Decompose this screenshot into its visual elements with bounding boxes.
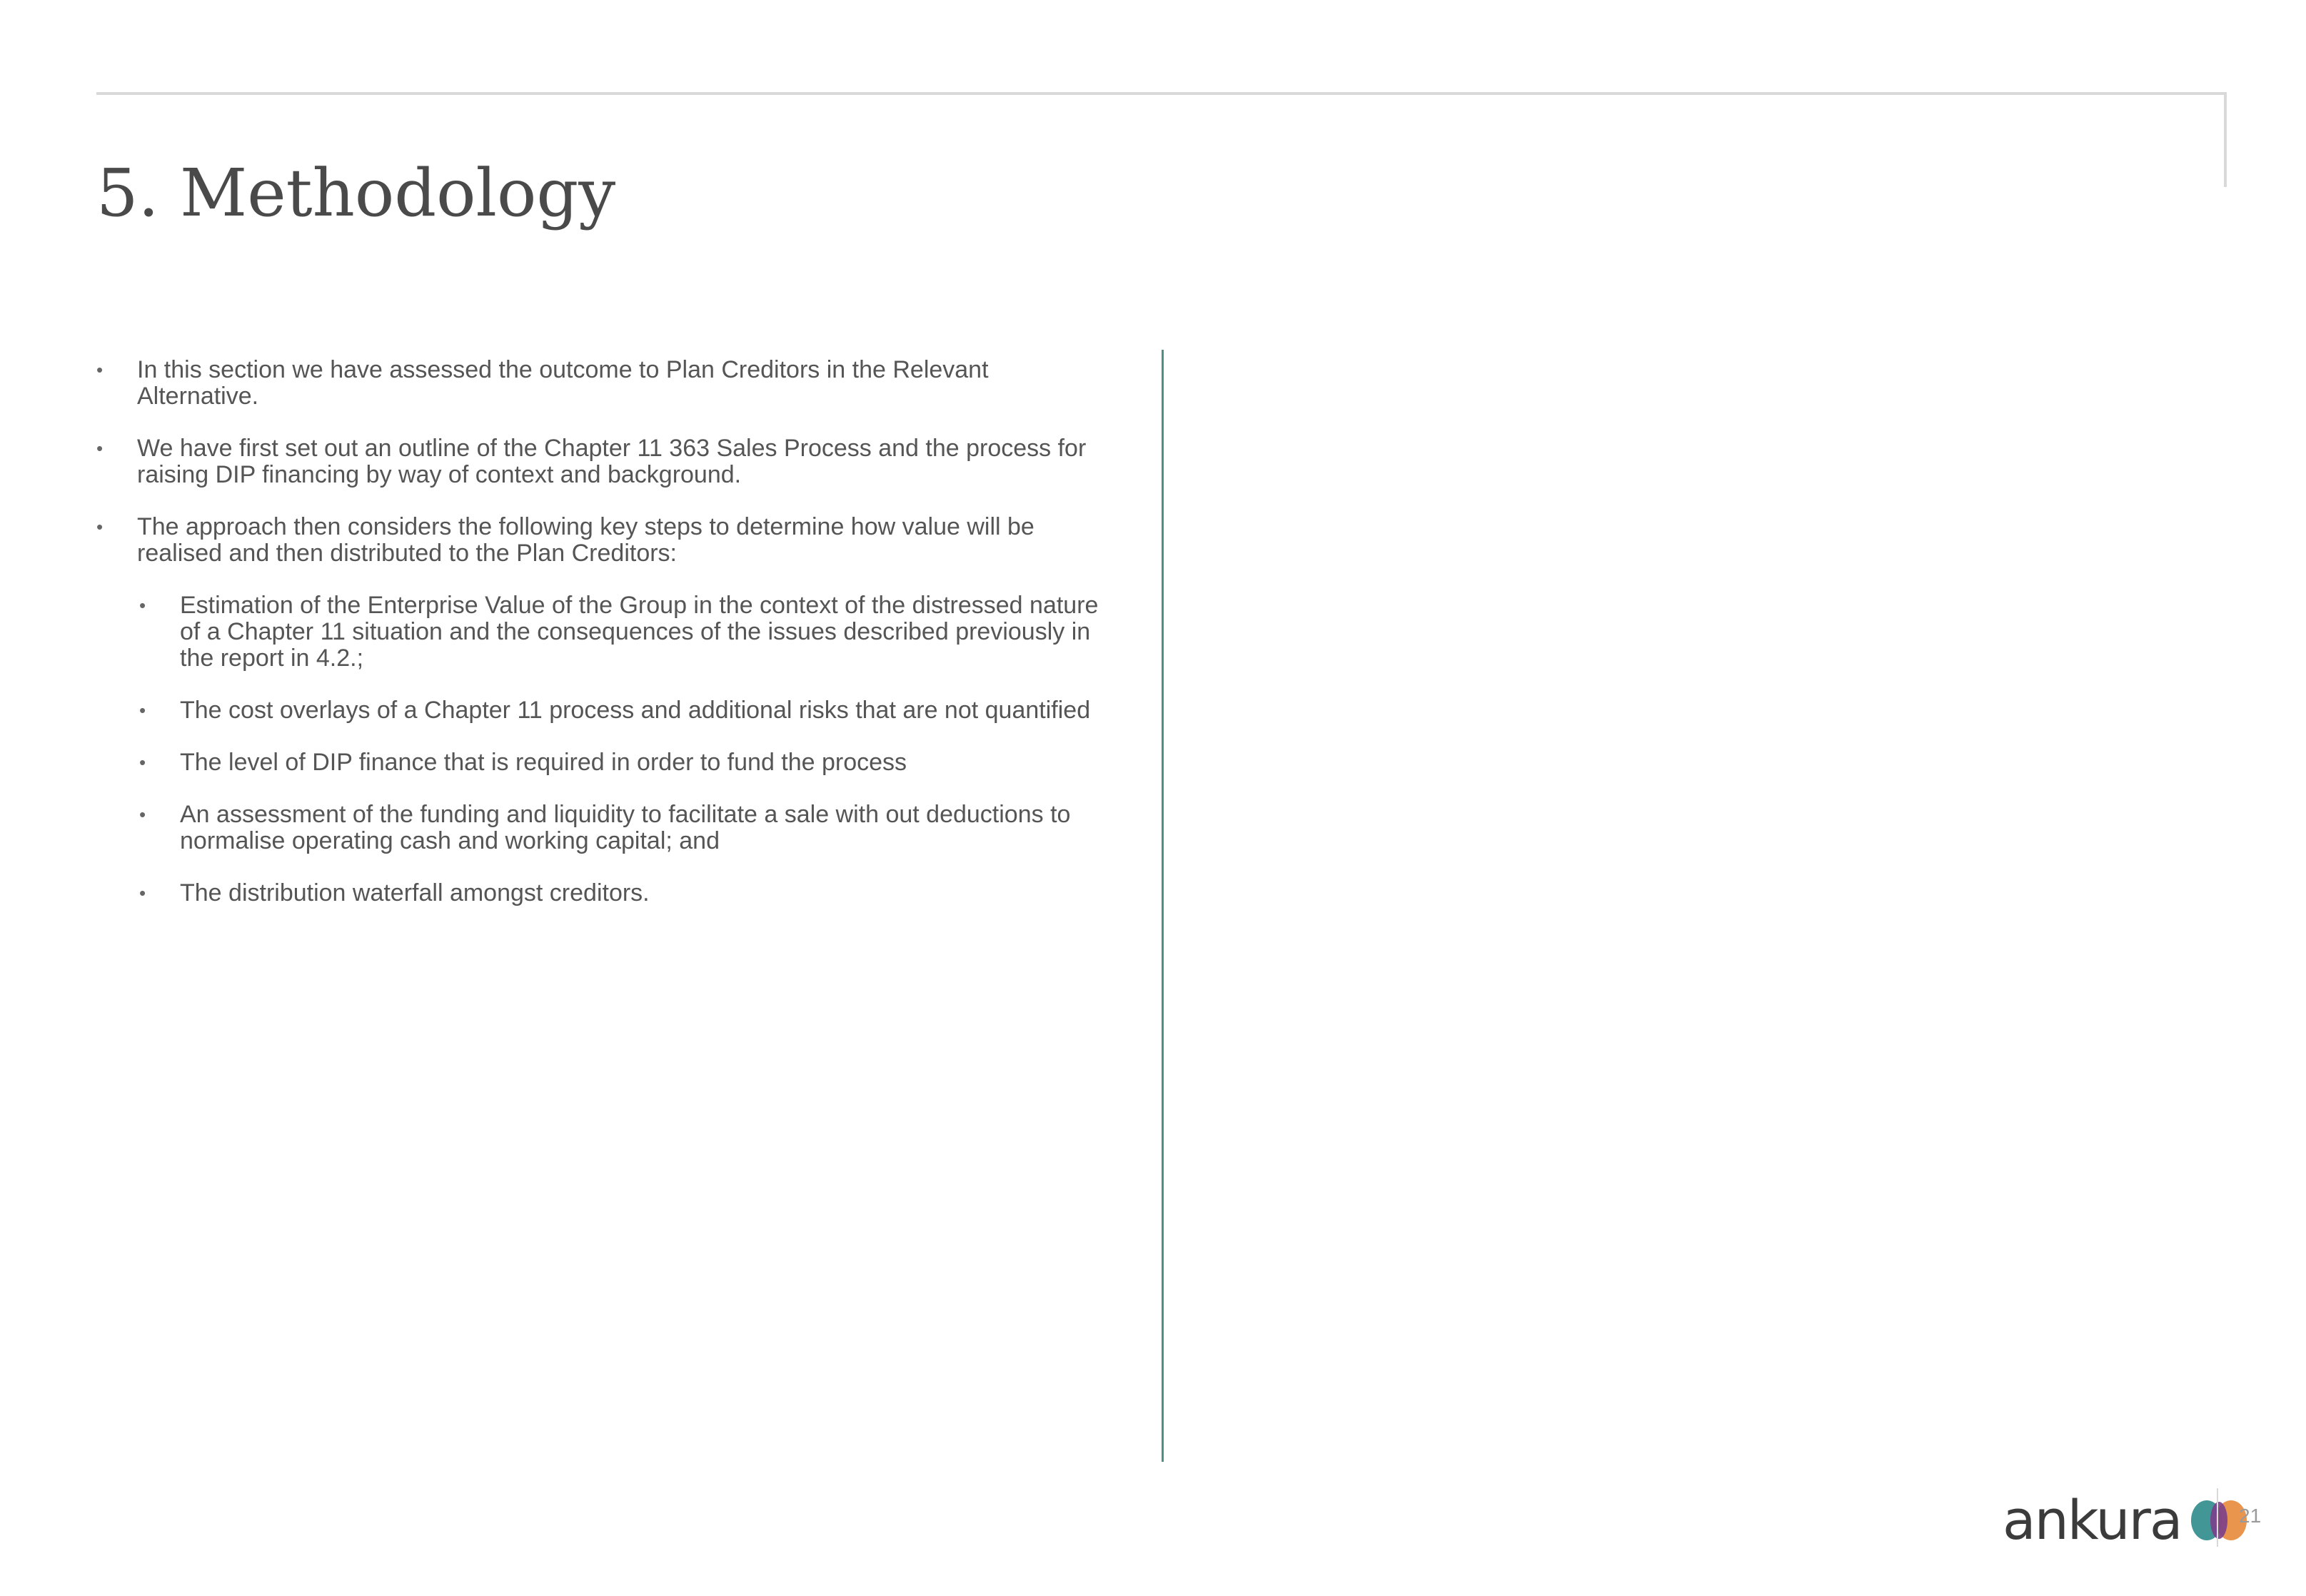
page-title: 5. Methodology [96, 155, 616, 231]
column-divider [1162, 350, 1164, 1462]
header-rule-tick [2224, 92, 2227, 187]
sub-bullet-item: • The cost overlays of a Chapter 11 process and additional risks that are not quantified [139, 697, 1110, 724]
sub-bullet-item: • Estimation of the Enterprise Value of the Group in the context of the distressed nature of a Chapter 11 situation and the consequences of the issues described previously in the report in 4.2.; [139, 592, 1110, 672]
bullet-item: • The approach then considers the following key steps to determine how value will be realised and then distributed to the Plan Creditors: [96, 514, 1110, 567]
header-rule [96, 92, 2226, 95]
bullet-item: • We have first set out an outline of the Chapter 11 363 Sales Process and the process for raising DIP financing by way of context and background. [96, 435, 1110, 488]
sub-bullet-item: • An assessment of the funding and liquidity to facilitate a sale with out deductions to normalise operating cash and working capital; and [139, 802, 1110, 854]
page-number: 21 [2239, 1505, 2262, 1527]
ankura-logo [2003, 1488, 2250, 1552]
bullet-list [96, 357, 1110, 906]
methodology-content [96, 357, 1110, 932]
bullet-item: • In this section we have assessed the outcome to Plan Creditors in the Relevant Alternative. [96, 357, 1110, 410]
sub-bullet-item: • The distribution waterfall amongst creditors. [139, 880, 1110, 906]
logo-wordmark: ankura [2003, 1488, 2182, 1552]
sub-bullet-item: • The level of DIP finance that is required in order to fund the process [139, 749, 1110, 776]
footer-divider [2217, 1488, 2218, 1547]
